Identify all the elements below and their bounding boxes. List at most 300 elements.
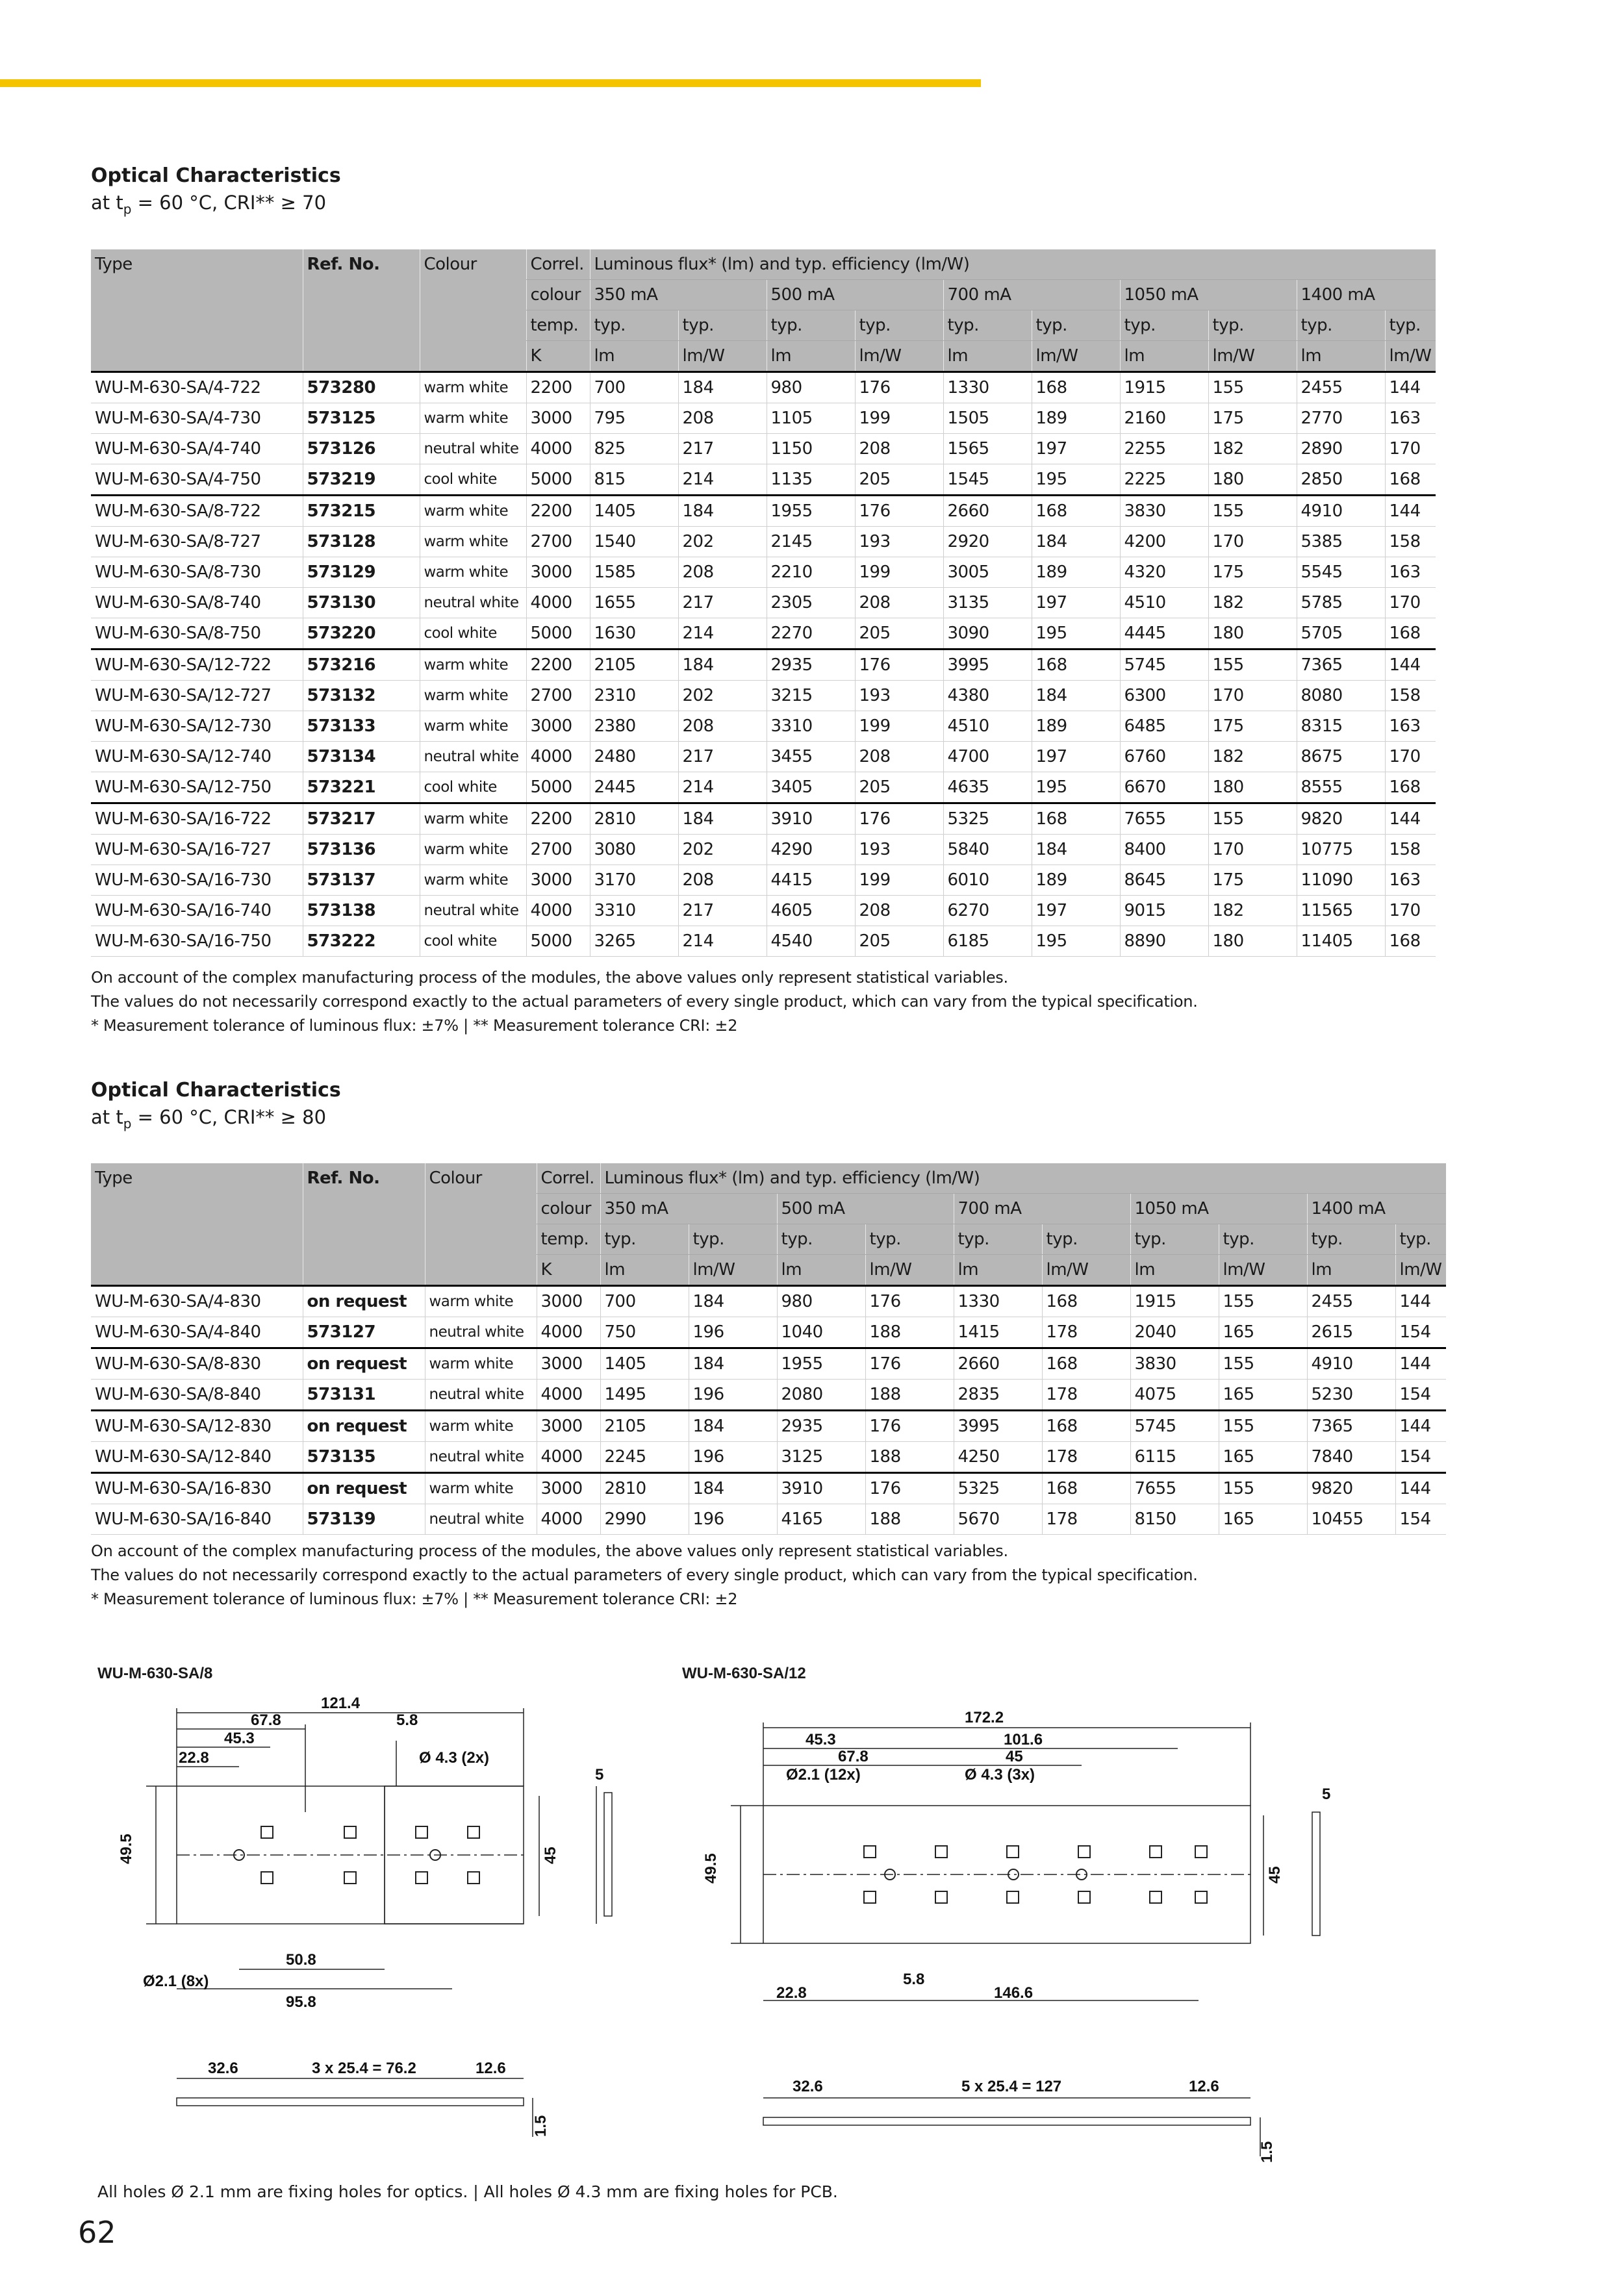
cell-type: WU-M-630-SA/4-750 — [91, 464, 303, 496]
svg-text:22.8: 22.8 — [179, 1749, 209, 1767]
cell-value: 165 — [1219, 1317, 1307, 1348]
header-typ: typ. — [1297, 310, 1385, 341]
cell-ref: 573217 — [303, 803, 420, 835]
drawing-label-sa12: WU-M-630-SA/12 — [682, 1665, 806, 1682]
cell-value: 158 — [1385, 527, 1436, 557]
cell-cct: 2700 — [526, 835, 590, 865]
cell-value: 1545 — [943, 464, 1032, 496]
cell-colour: warm white — [420, 681, 526, 711]
cell-value: 2850 — [1297, 464, 1385, 496]
header-lmw: lm/W — [689, 1255, 777, 1286]
table-row — [91, 681, 1436, 711]
cell-value: 2380 — [590, 711, 678, 742]
cell-value: 9820 — [1307, 1473, 1395, 1504]
cell-value: 2255 — [1120, 434, 1208, 464]
cell-value: 195 — [1032, 926, 1120, 957]
cell-ref: on request — [303, 1286, 425, 1317]
cell-value: 178 — [1042, 1442, 1130, 1473]
cell-value: 2770 — [1297, 403, 1385, 434]
cell-value: 197 — [1032, 742, 1120, 772]
svg-text:49.5: 49.5 — [118, 1834, 135, 1864]
section-subtitle: at $t_p = 60$ °C, CRI** ≥ 70 — [91, 192, 327, 217]
cell-value: 208 — [855, 896, 943, 926]
cell-value: 144 — [1385, 803, 1436, 835]
cell-value: 154 — [1395, 1380, 1446, 1411]
cell-value: 8675 — [1297, 742, 1385, 772]
cell-value: 176 — [865, 1286, 954, 1317]
cell-ref: 573133 — [303, 711, 420, 742]
header-flux: Luminous flux* (lm) and typ. efficiency (lm/W) — [600, 1163, 1446, 1194]
cell-cct: 4000 — [526, 588, 590, 618]
cell-type: WU-M-630-SA/12-740 — [91, 742, 303, 772]
cell-value: 2160 — [1120, 403, 1208, 434]
cell-ref: 573222 — [303, 926, 420, 957]
cell-value: 199 — [855, 403, 943, 434]
cell-value: 205 — [855, 772, 943, 803]
cell-value: 4605 — [767, 896, 855, 926]
cell-type: WU-M-630-SA/16-722 — [91, 803, 303, 835]
note: * Measurement tolerance of luminous flux: ±7% | ** Measurement tolerance CRI: ±2 — [91, 1016, 738, 1035]
cell-value: 168 — [1032, 650, 1120, 681]
header-colour: Colour — [425, 1163, 537, 1194]
svg-text:95.8: 95.8 — [286, 1993, 316, 2011]
cell-value: 4290 — [767, 835, 855, 865]
cell-value: 205 — [855, 464, 943, 496]
cell-value: 163 — [1385, 557, 1436, 588]
cell-value: 176 — [865, 1473, 954, 1504]
cell-value: 189 — [1032, 403, 1120, 434]
svg-text:Ø2.1 (12x): Ø2.1 (12x) — [786, 1766, 861, 1784]
cell-value: 189 — [1032, 557, 1120, 588]
cell-type: WU-M-630-SA/16-840 — [91, 1504, 303, 1535]
cell-value: 4700 — [943, 742, 1032, 772]
cell-type: WU-M-630-SA/16-730 — [91, 865, 303, 896]
cell-value: 193 — [855, 681, 943, 711]
cell-cct: 4000 — [537, 1380, 600, 1411]
table-row — [91, 527, 1436, 557]
cell-ref: 573135 — [303, 1442, 425, 1473]
header-lm: lm — [1297, 341, 1385, 372]
cell-ref: 573131 — [303, 1380, 425, 1411]
cell-cct: 4000 — [537, 1317, 600, 1348]
cell-value: 8150 — [1130, 1504, 1219, 1535]
cell-value: 180 — [1208, 618, 1297, 650]
cell-value: 5545 — [1297, 557, 1385, 588]
cell-value: 168 — [1385, 618, 1436, 650]
header-k: K — [526, 341, 590, 372]
cell-value: 202 — [678, 835, 767, 865]
svg-text:146.6: 146.6 — [994, 1984, 1034, 2002]
cell-value: 158 — [1385, 681, 1436, 711]
cell-value: 170 — [1385, 896, 1436, 926]
cell-value: 170 — [1208, 527, 1297, 557]
cell-value: 2245 — [600, 1442, 689, 1473]
cell-value: 155 — [1208, 803, 1297, 835]
section-title: Optical Characteristics — [91, 1079, 341, 1102]
cell-colour: neutral white — [420, 742, 526, 772]
cell-value: 208 — [678, 403, 767, 434]
cell-value: 815 — [590, 464, 678, 496]
table-row — [91, 711, 1436, 742]
cell-value: 165 — [1219, 1504, 1307, 1535]
cell-value: 2835 — [954, 1380, 1042, 1411]
cell-value: 165 — [1219, 1442, 1307, 1473]
cell-value: 205 — [855, 618, 943, 650]
cell-cct: 3000 — [537, 1286, 600, 1317]
cell-type: WU-M-630-SA/8-722 — [91, 496, 303, 527]
cell-type: WU-M-630-SA/12-727 — [91, 681, 303, 711]
header-typ: typ. — [1385, 310, 1436, 341]
cell-colour: neutral white — [425, 1504, 537, 1535]
cell-value: 208 — [855, 742, 943, 772]
cell-value: 195 — [1032, 464, 1120, 496]
cell-colour: warm white — [420, 803, 526, 835]
svg-text:67.8: 67.8 — [251, 1711, 281, 1729]
cell-value: 4635 — [943, 772, 1032, 803]
cell-value: 5705 — [1297, 618, 1385, 650]
cell-value: 170 — [1208, 835, 1297, 865]
table-row — [91, 557, 1436, 588]
cell-cct: 5000 — [526, 926, 590, 957]
header-lmw: lm/W — [1032, 341, 1120, 372]
header-typ: typ. — [1130, 1224, 1219, 1255]
cell-value: 196 — [689, 1442, 777, 1473]
cell-cct: 2200 — [526, 650, 590, 681]
cell-ref: on request — [303, 1411, 425, 1442]
cell-value: 168 — [1032, 803, 1120, 835]
cell-value: 214 — [678, 464, 767, 496]
cell-value: 168 — [1042, 1473, 1130, 1504]
cell-value: 3910 — [777, 1473, 865, 1504]
cell-ref: 573280 — [303, 372, 420, 403]
cell-value: 168 — [1385, 926, 1436, 957]
cell-value: 176 — [865, 1348, 954, 1380]
cell-value: 144 — [1395, 1411, 1446, 1442]
cell-value: 1135 — [767, 464, 855, 496]
cell-value: 2660 — [943, 496, 1032, 527]
cell-value: 2270 — [767, 618, 855, 650]
cell-value: 3455 — [767, 742, 855, 772]
page-number: 62 — [78, 2215, 116, 2250]
cell-value: 795 — [590, 403, 678, 434]
cell-value: 176 — [865, 1411, 954, 1442]
cell-value: 2455 — [1297, 372, 1385, 403]
cell-value: 217 — [678, 896, 767, 926]
svg-text:5.8: 5.8 — [396, 1711, 418, 1729]
cell-colour: warm white — [420, 557, 526, 588]
cell-value: 188 — [865, 1442, 954, 1473]
cell-value: 700 — [590, 372, 678, 403]
cell-value: 825 — [590, 434, 678, 464]
cell-value: 1505 — [943, 403, 1032, 434]
cell-value: 178 — [1042, 1317, 1130, 1348]
cell-value: 7365 — [1307, 1411, 1395, 1442]
cell-value: 2105 — [590, 650, 678, 681]
cell-value: 170 — [1385, 434, 1436, 464]
cell-value: 6670 — [1120, 772, 1208, 803]
cell-value: 5670 — [954, 1504, 1042, 1535]
cell-value: 208 — [678, 557, 767, 588]
cell-value: 4200 — [1120, 527, 1208, 557]
cell-value: 2935 — [767, 650, 855, 681]
cell-value: 170 — [1208, 681, 1297, 711]
cell-value: 163 — [1385, 711, 1436, 742]
header-typ: typ. — [590, 310, 678, 341]
cell-value: 4320 — [1120, 557, 1208, 588]
cell-value: 155 — [1219, 1411, 1307, 1442]
cell-value: 155 — [1208, 650, 1297, 681]
cell-value: 182 — [1208, 742, 1297, 772]
header-500: 500 mA — [767, 280, 943, 310]
svg-text:45.3: 45.3 — [224, 1730, 255, 1747]
cell-colour: cool white — [420, 772, 526, 803]
cell-type: WU-M-630-SA/16-830 — [91, 1473, 303, 1504]
header-lmw: lm/W — [1208, 341, 1297, 372]
header-colour2: colour — [537, 1194, 600, 1224]
cell-value: 5325 — [954, 1473, 1042, 1504]
svg-text:5: 5 — [595, 1766, 604, 1784]
cell-value: 10775 — [1297, 835, 1385, 865]
svg-text:22.8: 22.8 — [776, 1984, 807, 2002]
cell-value: 144 — [1395, 1286, 1446, 1317]
header-500: 500 mA — [777, 1194, 954, 1224]
cell-value: 196 — [689, 1380, 777, 1411]
cell-value: 144 — [1385, 650, 1436, 681]
header-lmw: lm/W — [1219, 1255, 1307, 1286]
table-row — [91, 865, 1436, 896]
cell-value: 5840 — [943, 835, 1032, 865]
header-typ: typ. — [777, 1224, 865, 1255]
cell-colour: warm white — [420, 496, 526, 527]
svg-text:Ø 4.3 (2x): Ø 4.3 (2x) — [419, 1749, 490, 1767]
cell-value: 182 — [1208, 896, 1297, 926]
cell-value: 3830 — [1130, 1348, 1219, 1380]
header-lm: lm — [1130, 1255, 1219, 1286]
header-lmw: lm/W — [1385, 341, 1436, 372]
svg-text:5.8: 5.8 — [903, 1971, 925, 1988]
cell-cct: 3000 — [526, 711, 590, 742]
table-body — [91, 372, 1436, 957]
cell-value: 1040 — [777, 1317, 865, 1348]
cell-ref: 573216 — [303, 650, 420, 681]
cell-value: 10455 — [1307, 1504, 1395, 1535]
cell-value: 2210 — [767, 557, 855, 588]
note: On account of the complex manufacturing process of the modules, the above values only represent statistical variables. — [91, 1542, 1008, 1560]
cell-value: 144 — [1385, 496, 1436, 527]
header-typ: typ. — [767, 310, 855, 341]
cell-value: 8645 — [1120, 865, 1208, 896]
header-lmw: lm/W — [1395, 1255, 1446, 1286]
cell-value: 202 — [678, 681, 767, 711]
cell-cct: 2700 — [526, 681, 590, 711]
cell-cct: 3000 — [537, 1411, 600, 1442]
table-body — [91, 1286, 1446, 1535]
cell-value: 195 — [1032, 772, 1120, 803]
cell-value: 214 — [678, 926, 767, 957]
cell-value: 3310 — [767, 711, 855, 742]
table-row — [91, 1442, 1446, 1473]
cell-value: 2810 — [590, 803, 678, 835]
cell-ref: 573139 — [303, 1504, 425, 1535]
cell-value: 168 — [1042, 1286, 1130, 1317]
cell-value: 6760 — [1120, 742, 1208, 772]
cell-ref: 573125 — [303, 403, 420, 434]
cell-ref: 573138 — [303, 896, 420, 926]
cell-value: 1105 — [767, 403, 855, 434]
cell-cct: 2700 — [526, 527, 590, 557]
cell-value: 178 — [1042, 1380, 1130, 1411]
cell-cct: 3000 — [526, 403, 590, 434]
header-lm: lm — [767, 341, 855, 372]
cell-ref: 573137 — [303, 865, 420, 896]
section-cri80-heading — [91, 1078, 341, 1137]
cell-colour: warm white — [425, 1411, 537, 1442]
cell-value: 188 — [865, 1317, 954, 1348]
cell-value: 3170 — [590, 865, 678, 896]
header-ref: Ref. No. — [303, 1163, 425, 1194]
cell-value: 2080 — [777, 1380, 865, 1411]
cell-value: 199 — [855, 711, 943, 742]
cell-value: 8080 — [1297, 681, 1385, 711]
cell-type: WU-M-630-SA/8-840 — [91, 1380, 303, 1411]
cell-value: 176 — [855, 372, 943, 403]
svg-text:45: 45 — [1006, 1748, 1023, 1765]
header-typ: typ. — [954, 1224, 1042, 1255]
table-row — [91, 742, 1436, 772]
cell-type: WU-M-630-SA/4-740 — [91, 434, 303, 464]
cell-colour: cool white — [420, 926, 526, 957]
cell-value: 6185 — [943, 926, 1032, 957]
cell-value: 6300 — [1120, 681, 1208, 711]
cell-value: 175 — [1208, 865, 1297, 896]
cell-cct: 5000 — [526, 464, 590, 496]
cell-ref: 573220 — [303, 618, 420, 650]
cell-cct: 3000 — [537, 1473, 600, 1504]
header-colour2: colour — [526, 280, 590, 310]
cell-colour: cool white — [420, 618, 526, 650]
cell-colour: warm white — [420, 835, 526, 865]
drawing-sa8 — [91, 1689, 663, 2156]
cell-value: 4910 — [1297, 496, 1385, 527]
cell-value: 2105 — [600, 1411, 689, 1442]
cell-value: 208 — [678, 711, 767, 742]
header-flux: Luminous flux* (lm) and typ. efficiency (lm/W) — [590, 249, 1436, 280]
header-ref: Ref. No. — [303, 249, 420, 280]
cell-type: WU-M-630-SA/12-840 — [91, 1442, 303, 1473]
cell-value: 1585 — [590, 557, 678, 588]
cell-value: 154 — [1395, 1504, 1446, 1535]
cell-value: 4445 — [1120, 618, 1208, 650]
svg-text:121.4: 121.4 — [321, 1695, 361, 1712]
header-1050: 1050 mA — [1130, 1194, 1307, 1224]
cell-colour: cool white — [420, 464, 526, 496]
cell-ref: 573128 — [303, 527, 420, 557]
cell-value: 188 — [865, 1380, 954, 1411]
cell-value: 168 — [1032, 496, 1120, 527]
cell-value: 217 — [678, 742, 767, 772]
cell-value: 1495 — [600, 1380, 689, 1411]
header-k: K — [537, 1255, 600, 1286]
cell-value: 2660 — [954, 1348, 1042, 1380]
table-notes-1 — [91, 966, 1198, 1038]
cell-colour: neutral white — [420, 588, 526, 618]
cell-value: 182 — [1208, 588, 1297, 618]
cell-colour: warm white — [420, 865, 526, 896]
cell-ref: 573134 — [303, 742, 420, 772]
cell-value: 8315 — [1297, 711, 1385, 742]
table-row — [91, 1286, 1446, 1317]
header-lmw: lm/W — [855, 341, 943, 372]
header-1050: 1050 mA — [1120, 280, 1297, 310]
cell-value: 2310 — [590, 681, 678, 711]
cell-value: 2615 — [1307, 1317, 1395, 1348]
cell-value: 2480 — [590, 742, 678, 772]
cell-value: 1330 — [943, 372, 1032, 403]
cell-value: 196 — [689, 1504, 777, 1535]
cell-value: 2145 — [767, 527, 855, 557]
cell-cct: 2200 — [526, 372, 590, 403]
cell-value: 9820 — [1297, 803, 1385, 835]
cell-value: 5325 — [943, 803, 1032, 835]
table-row — [91, 772, 1436, 803]
cell-type: WU-M-630-SA/8-730 — [91, 557, 303, 588]
cell-type: WU-M-630-SA/12-730 — [91, 711, 303, 742]
cell-type: WU-M-630-SA/8-830 — [91, 1348, 303, 1380]
cell-value: 1955 — [767, 496, 855, 527]
cell-type: WU-M-630-SA/16-727 — [91, 835, 303, 865]
cell-value: 700 — [600, 1286, 689, 1317]
cell-value: 3215 — [767, 681, 855, 711]
cell-value: 199 — [855, 865, 943, 896]
cell-value: 1565 — [943, 434, 1032, 464]
optical-table-cri70 — [91, 249, 1436, 957]
cell-value: 208 — [678, 865, 767, 896]
header-lm: lm — [590, 341, 678, 372]
svg-text:1.5: 1.5 — [1258, 2141, 1276, 2163]
svg-text:32.6: 32.6 — [793, 2078, 823, 2095]
table-row — [91, 926, 1436, 957]
cell-value: 175 — [1208, 711, 1297, 742]
cell-value: 2990 — [600, 1504, 689, 1535]
cell-value: 2445 — [590, 772, 678, 803]
cell-value: 165 — [1219, 1380, 1307, 1411]
cell-value: 7840 — [1307, 1442, 1395, 1473]
cell-value: 3135 — [943, 588, 1032, 618]
cell-cct: 4000 — [537, 1504, 600, 1535]
cell-value: 197 — [1032, 896, 1120, 926]
cell-value: 217 — [678, 434, 767, 464]
cell-value: 170 — [1385, 742, 1436, 772]
cell-cct: 5000 — [526, 772, 590, 803]
note: The values do not necessarily correspond exactly to the actual parameters of every single product, which can vary from the typical specification. — [91, 1566, 1198, 1584]
cell-value: 7655 — [1120, 803, 1208, 835]
cell-value: 168 — [1042, 1411, 1130, 1442]
cell-value: 9015 — [1120, 896, 1208, 926]
cell-ref: 573221 — [303, 772, 420, 803]
cell-value: 1150 — [767, 434, 855, 464]
cell-value: 3310 — [590, 896, 678, 926]
cell-value: 196 — [689, 1317, 777, 1348]
cell-ref: 573136 — [303, 835, 420, 865]
cell-value: 3995 — [943, 650, 1032, 681]
cell-value: 2040 — [1130, 1317, 1219, 1348]
cell-colour: warm white — [420, 711, 526, 742]
header-lm: lm — [1307, 1255, 1395, 1286]
cell-value: 180 — [1208, 464, 1297, 496]
cell-ref: 573127 — [303, 1317, 425, 1348]
svg-text:12.6: 12.6 — [476, 2060, 506, 2077]
cell-cct: 3000 — [537, 1348, 600, 1380]
